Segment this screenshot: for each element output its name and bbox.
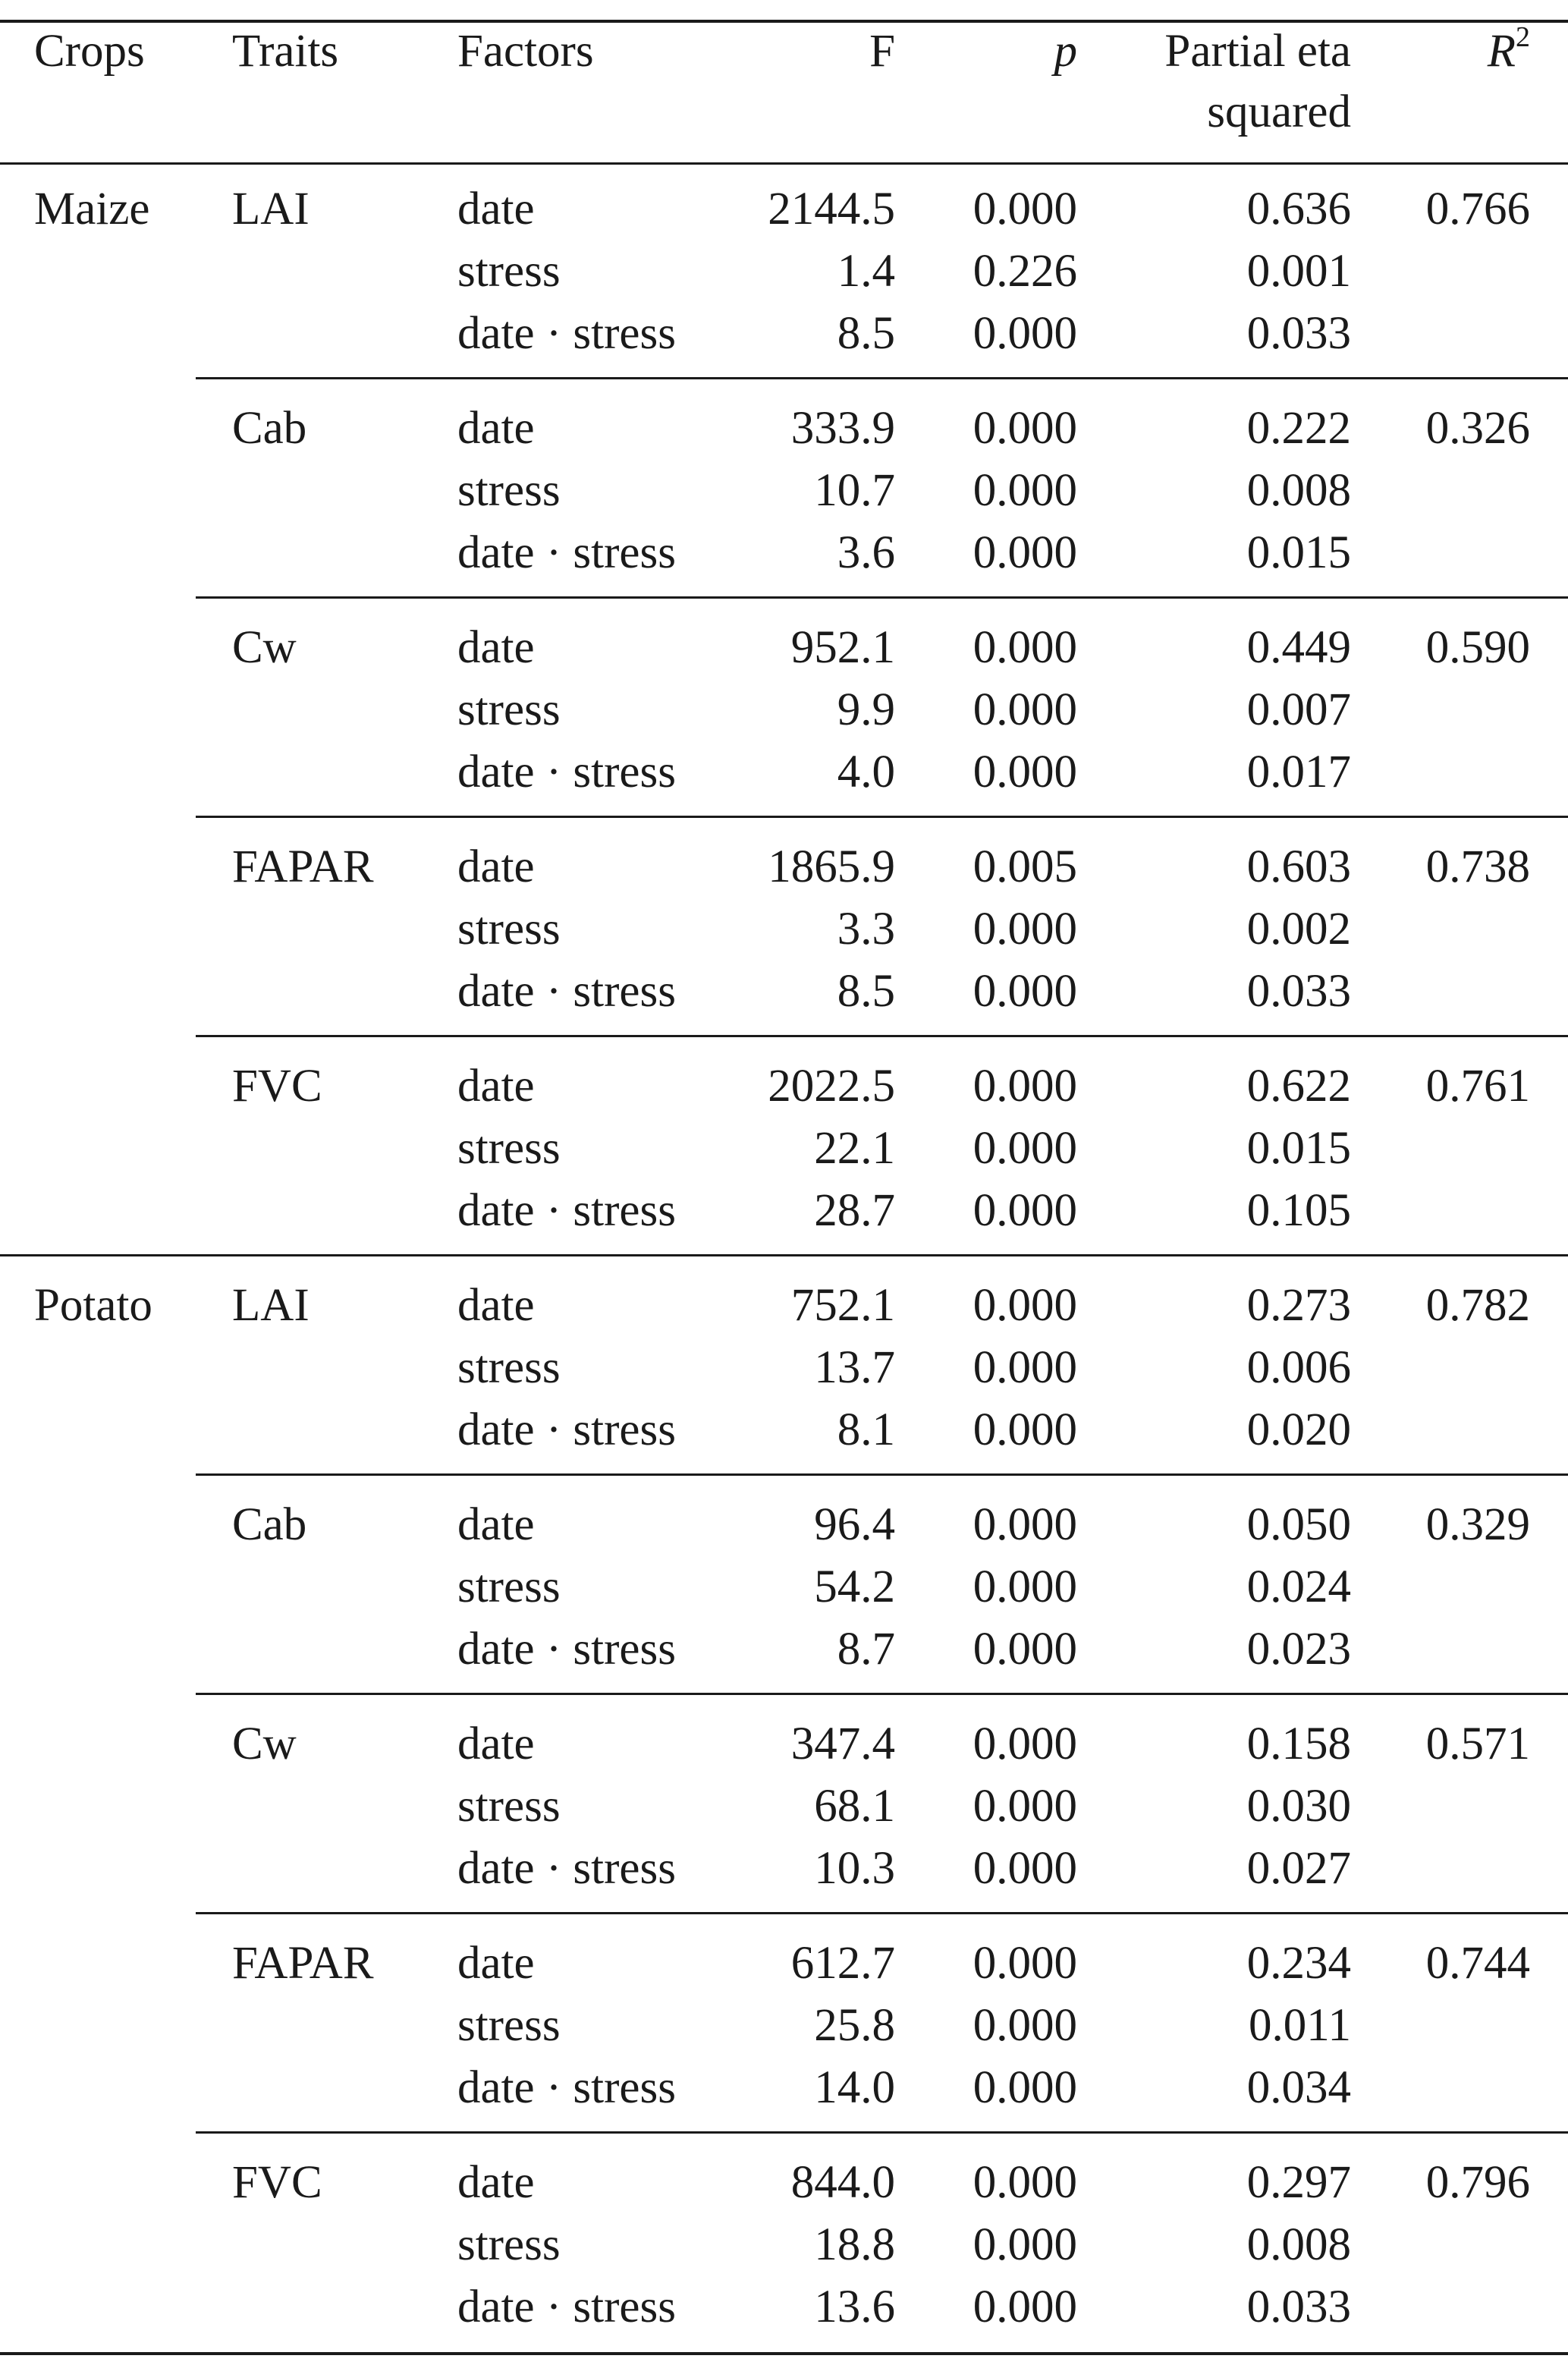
trait-divider-rule xyxy=(196,816,1568,818)
factor-name: stress xyxy=(457,1781,561,1832)
eta-value: 0.105 xyxy=(1246,1185,1351,1236)
factor-name: stress xyxy=(457,246,561,297)
f-value: 1865.9 xyxy=(768,841,895,892)
factor-name: date · stress xyxy=(457,1624,676,1675)
f-value: 22.1 xyxy=(814,1123,895,1174)
eta-value: 0.050 xyxy=(1246,1499,1351,1550)
p-value: 0.000 xyxy=(973,527,1077,578)
header-eta-line1: Partial eta xyxy=(1164,26,1351,77)
r2-value: 0.796 xyxy=(1425,2157,1530,2208)
factor-name: date · stress xyxy=(457,966,676,1017)
factor-name: stress xyxy=(457,2219,561,2270)
f-value: 1.4 xyxy=(837,246,895,297)
f-value: 2022.5 xyxy=(768,1061,895,1112)
p-value: 0.000 xyxy=(973,2157,1077,2208)
p-value: 0.000 xyxy=(973,2000,1077,2051)
trait-name: Cab xyxy=(232,403,307,454)
r2-value: 0.744 xyxy=(1425,1938,1530,1989)
factor-name: date xyxy=(457,2157,535,2208)
f-value: 96.4 xyxy=(814,1499,895,1550)
factor-name: date · stress xyxy=(457,747,676,797)
trait-divider-rule xyxy=(196,1693,1568,1695)
factor-name: date xyxy=(457,1499,535,1550)
eta-value: 0.001 xyxy=(1246,246,1351,297)
f-value: 2144.5 xyxy=(768,184,895,234)
p-value: 0.000 xyxy=(973,465,1077,516)
eta-value: 0.030 xyxy=(1246,1781,1351,1832)
eta-value: 0.020 xyxy=(1246,1404,1351,1455)
header-r2 xyxy=(1487,21,1530,77)
r2-value: 0.761 xyxy=(1425,1061,1530,1112)
eta-value: 0.011 xyxy=(1249,2000,1351,2051)
f-value: 8.5 xyxy=(837,966,895,1017)
r2-value: 0.766 xyxy=(1425,184,1530,234)
factor-name: date · stress xyxy=(457,1404,676,1455)
eta-value: 0.622 xyxy=(1246,1061,1351,1112)
r2-value: 0.590 xyxy=(1425,622,1530,673)
eta-value: 0.017 xyxy=(1246,747,1351,797)
f-value: 54.2 xyxy=(814,1561,895,1612)
header-r2-exp: 2 xyxy=(1516,21,1530,53)
trait-name: FVC xyxy=(232,2157,322,2208)
eta-value: 0.024 xyxy=(1246,1561,1351,1612)
trait-name: FAPAR xyxy=(232,1938,374,1989)
eta-value: 0.033 xyxy=(1246,2282,1351,2332)
f-value: 8.5 xyxy=(837,308,895,359)
crop-divider-rule xyxy=(0,1254,1568,1256)
f-value: 4.0 xyxy=(837,747,895,797)
factor-name: date xyxy=(457,1719,535,1769)
p-value: 0.000 xyxy=(973,1938,1077,1989)
p-value: 0.000 xyxy=(973,1499,1077,1550)
factor-name: stress xyxy=(457,684,561,735)
f-value: 752.1 xyxy=(790,1280,895,1331)
r2-value: 0.571 xyxy=(1425,1719,1530,1769)
eta-value: 0.007 xyxy=(1246,684,1351,735)
p-value: 0.000 xyxy=(973,1781,1077,1832)
f-value: 844.0 xyxy=(790,2157,895,2208)
p-value: 0.000 xyxy=(973,747,1077,797)
eta-value: 0.006 xyxy=(1246,1342,1351,1393)
f-value: 9.9 xyxy=(837,684,895,735)
eta-value: 0.158 xyxy=(1246,1719,1351,1769)
factor-name: date xyxy=(457,1938,535,1989)
p-value: 0.000 xyxy=(973,1404,1077,1455)
p-value: 0.000 xyxy=(973,2282,1077,2332)
factor-name: date xyxy=(457,1280,535,1331)
f-value: 13.7 xyxy=(814,1342,895,1393)
p-value: 0.000 xyxy=(973,1342,1077,1393)
p-value: 0.000 xyxy=(973,308,1077,359)
header-traits: Traits xyxy=(232,26,339,77)
header-rule xyxy=(0,162,1568,165)
f-value: 10.7 xyxy=(814,465,895,516)
factor-name: date · stress xyxy=(457,1843,676,1894)
eta-value: 0.234 xyxy=(1246,1938,1351,1989)
trait-name: Cab xyxy=(232,1499,307,1550)
factor-name: stress xyxy=(457,904,561,954)
eta-value: 0.008 xyxy=(1246,465,1351,516)
p-value: 0.000 xyxy=(973,966,1077,1017)
factor-name: date xyxy=(457,184,535,234)
p-value: 0.000 xyxy=(973,2062,1077,2113)
header-crops: Crops xyxy=(34,26,145,77)
eta-value: 0.033 xyxy=(1246,308,1351,359)
top-rule xyxy=(0,20,1568,23)
eta-value: 0.636 xyxy=(1246,184,1351,234)
p-value: 0.000 xyxy=(973,2219,1077,2270)
factor-name: date xyxy=(457,841,535,892)
f-value: 8.7 xyxy=(837,1624,895,1675)
trait-name: LAI xyxy=(232,1280,310,1331)
trait-divider-rule xyxy=(196,2131,1568,2134)
factor-name: date xyxy=(457,1061,535,1112)
factor-name: stress xyxy=(457,1342,561,1393)
header-factors: Factors xyxy=(457,26,594,77)
p-value: 0.000 xyxy=(973,1561,1077,1612)
eta-value: 0.023 xyxy=(1246,1624,1351,1675)
p-value: 0.000 xyxy=(973,1280,1077,1331)
f-value: 3.3 xyxy=(837,904,895,954)
p-value: 0.000 xyxy=(973,622,1077,673)
eta-value: 0.002 xyxy=(1246,904,1351,954)
eta-value: 0.034 xyxy=(1246,2062,1351,2113)
p-value: 0.000 xyxy=(973,904,1077,954)
f-value: 952.1 xyxy=(790,622,895,673)
factor-name: date xyxy=(457,403,535,454)
p-value: 0.005 xyxy=(973,841,1077,892)
trait-name: FAPAR xyxy=(232,841,374,892)
factor-name: stress xyxy=(457,2000,561,2051)
factor-name: date xyxy=(457,622,535,673)
crop-name: Maize xyxy=(34,184,150,234)
trait-divider-rule xyxy=(196,1912,1568,1914)
p-value: 0.000 xyxy=(973,184,1077,234)
p-value: 0.000 xyxy=(973,1123,1077,1174)
eta-value: 0.297 xyxy=(1246,2157,1351,2208)
trait-name: Cw xyxy=(232,1719,297,1769)
factor-name: stress xyxy=(457,1561,561,1612)
eta-value: 0.008 xyxy=(1246,2219,1351,2270)
header-p: p xyxy=(1054,26,1077,77)
crop-name: Potato xyxy=(34,1280,152,1331)
trait-name: LAI xyxy=(232,184,310,234)
f-value: 347.4 xyxy=(790,1719,895,1769)
eta-value: 0.015 xyxy=(1246,1123,1351,1174)
trait-divider-rule xyxy=(196,1473,1568,1476)
eta-value: 0.603 xyxy=(1246,841,1351,892)
trait-divider-rule xyxy=(196,596,1568,599)
p-value: 0.000 xyxy=(973,1061,1077,1112)
r2-value: 0.782 xyxy=(1425,1280,1530,1331)
f-value: 8.1 xyxy=(837,1404,895,1455)
trait-divider-rule xyxy=(196,1035,1568,1037)
f-value: 612.7 xyxy=(790,1938,895,1989)
trait-divider-rule xyxy=(196,377,1568,379)
f-value: 3.6 xyxy=(837,527,895,578)
eta-value: 0.033 xyxy=(1246,966,1351,1017)
p-value: 0.000 xyxy=(973,1624,1077,1675)
f-value: 333.9 xyxy=(790,403,895,454)
f-value: 18.8 xyxy=(814,2219,895,2270)
p-value: 0.000 xyxy=(973,1185,1077,1236)
factor-name: date · stress xyxy=(457,527,676,578)
factor-name: date · stress xyxy=(457,308,676,359)
eta-value: 0.015 xyxy=(1246,527,1351,578)
eta-value: 0.222 xyxy=(1246,403,1351,454)
factor-name: stress xyxy=(457,465,561,516)
p-value: 0.000 xyxy=(973,684,1077,735)
f-value: 10.3 xyxy=(814,1843,895,1894)
p-value: 0.000 xyxy=(973,1843,1077,1894)
factor-name: date · stress xyxy=(457,2062,676,2113)
factor-name: date · stress xyxy=(457,1185,676,1236)
trait-name: FVC xyxy=(232,1061,322,1112)
f-value: 13.6 xyxy=(814,2282,895,2332)
eta-value: 0.273 xyxy=(1246,1280,1351,1331)
eta-value: 0.449 xyxy=(1246,622,1351,673)
f-value: 28.7 xyxy=(814,1185,895,1236)
f-value: 68.1 xyxy=(814,1781,895,1832)
r2-value: 0.738 xyxy=(1425,841,1530,892)
p-value: 0.226 xyxy=(973,246,1077,297)
bottom-rule xyxy=(0,2352,1568,2355)
header-eta-line2: squared xyxy=(1207,86,1351,137)
header-r2-base: R xyxy=(1487,26,1516,77)
r2-value: 0.329 xyxy=(1425,1499,1530,1550)
f-value: 25.8 xyxy=(814,2000,895,2051)
header-f: F xyxy=(869,26,895,77)
p-value: 0.000 xyxy=(973,403,1077,454)
f-value: 14.0 xyxy=(814,2062,895,2113)
eta-value: 0.027 xyxy=(1246,1843,1351,1894)
r2-value: 0.326 xyxy=(1425,403,1530,454)
p-value: 0.000 xyxy=(973,1719,1077,1769)
factor-name: stress xyxy=(457,1123,561,1174)
trait-name: Cw xyxy=(232,622,297,673)
factor-name: date · stress xyxy=(457,2282,676,2332)
